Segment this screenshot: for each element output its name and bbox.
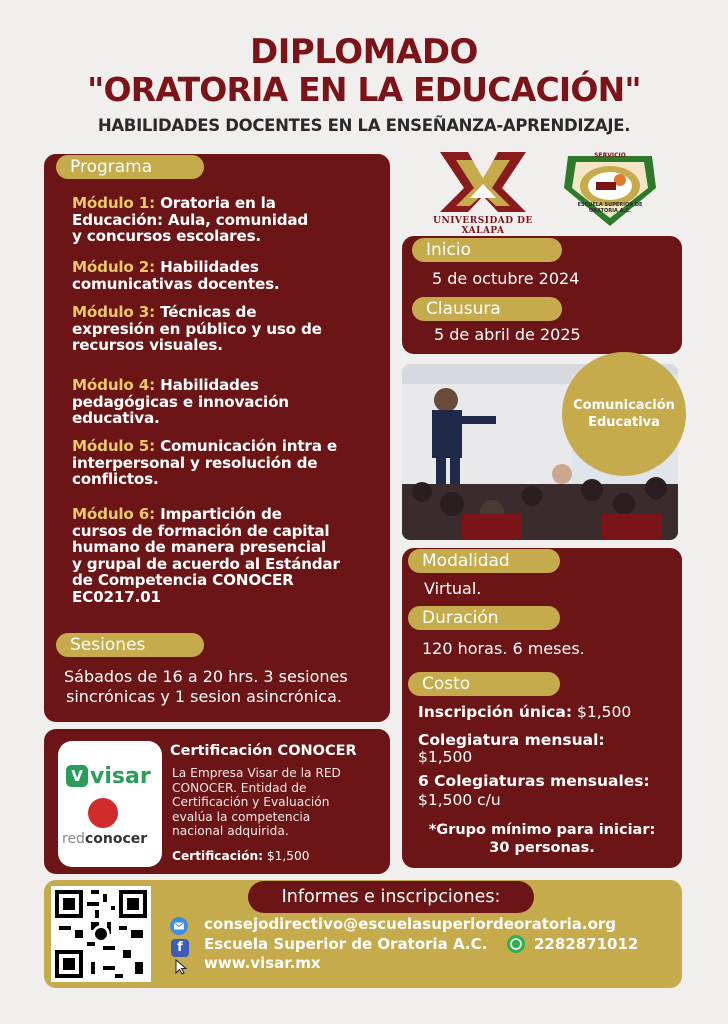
module-6-line: Impartición de <box>160 505 282 523</box>
title-line-1: DIPLOMADO <box>250 32 478 72</box>
badge-line-2: Educativa <box>588 415 660 430</box>
module-6-line: y grupal de acuerdo al Estándar <box>72 554 340 573</box>
escuela-top-text: SERVICIO <box>594 152 626 159</box>
escuela-emblem-icon <box>558 148 662 230</box>
grupo-note-2: 30 personas. <box>489 840 595 856</box>
module-2-line: Habilidades <box>160 258 259 276</box>
cursor-icon <box>172 958 190 976</box>
visar-conocer-logo <box>58 741 162 867</box>
module-6 <box>72 506 340 605</box>
module-1-line: y concursos escolares. <box>72 227 261 245</box>
module-6-key: Módulo 6: <box>72 505 155 523</box>
duracion-value: 120 horas. 6 meses. <box>422 639 585 658</box>
modalidad-label: Modalidad <box>408 549 560 573</box>
colegiatura-label: Colegiatura mensual: <box>418 731 605 749</box>
seis-value: $1,500 c/u <box>418 791 501 809</box>
universidad-name: UNIVERSIDAD DE XALAPA <box>433 216 533 236</box>
module-5-line: interpersonal y resolución de <box>72 453 318 472</box>
comunicacion-badge <box>562 352 686 476</box>
colegiatura-value: $1,500 <box>418 748 473 766</box>
module-2-key: Módulo 2: <box>72 258 155 276</box>
module-5-key: Módulo 5: <box>72 437 155 455</box>
conocer-text: conocer <box>84 831 148 847</box>
certificacion-text <box>172 766 341 839</box>
sesiones-line-2: sincrónicas y 1 sesion asincrónica. <box>66 687 342 706</box>
facebook-link[interactable]: Escuela Superior de Oratoria A.C. <box>204 935 488 953</box>
inicio-value: 5 de octubre 2024 <box>432 269 580 288</box>
inscripcion-value: $1,500 <box>577 703 632 721</box>
inscripcion-label: Inscripción única: <box>418 703 573 721</box>
certificacion-title: Certificación CONOCER <box>170 743 357 759</box>
subtitle: HABILIDADES DOCENTES EN LA ENSEÑANZA-APRENDIZAJE. <box>97 116 631 135</box>
module-3-line: expresión en público y uso de <box>72 319 322 338</box>
informes-title: Informes e inscripciones: <box>248 881 534 913</box>
costo-label: Costo <box>408 672 560 696</box>
badge-line-1: Comunicación <box>573 398 675 413</box>
module-3 <box>72 304 322 354</box>
duracion-label: Duración <box>408 606 560 630</box>
module-3-line: Técnicas de <box>160 303 257 321</box>
certificacion-line: CONOCER. Entidad de <box>172 780 307 795</box>
module-6-line: cursos de formación de capital <box>72 521 330 540</box>
seis-label: 6 Colegiaturas mensuales: <box>418 772 650 790</box>
module-6-line: de Competencia CONOCER <box>72 571 294 589</box>
facebook-icon: f <box>171 939 189 957</box>
module-1-line: Oratoria en la <box>160 194 276 212</box>
module-4-line: Habilidades <box>160 376 259 394</box>
certificacion-price <box>172 849 310 863</box>
escuela-oratoria-logo <box>558 148 662 230</box>
web-link[interactable]: www.visar.mx <box>204 954 321 972</box>
module-4-line: pedagógicas e innovación <box>72 392 289 411</box>
module-6-line: humano de manera presencial <box>72 538 326 556</box>
title-line-2: "ORATORIA EN LA EDUCACIÓN" <box>87 70 641 109</box>
conocer-icon <box>88 798 118 828</box>
certificacion-line: La Empresa Visar de la RED <box>172 766 341 780</box>
module-4 <box>72 377 289 427</box>
sesiones-label: Sesiones <box>56 633 204 657</box>
certificacion-line: nacional adquirida. <box>172 824 289 838</box>
red-text: red <box>62 831 85 847</box>
module-3-key: Módulo 3: <box>72 303 155 321</box>
module-5-line: conflictos. <box>72 470 159 488</box>
qr-code[interactable] <box>51 886 151 982</box>
certificacion-line: Certificación y Evaluación <box>172 795 330 809</box>
certificacion-price-label: Certificación: <box>172 849 264 863</box>
inscripcion-row <box>418 703 631 721</box>
module-4-line: educativa. <box>72 409 160 427</box>
visar-v-icon: V <box>66 765 88 787</box>
programa-label: Programa <box>56 155 204 179</box>
email-icon <box>170 917 188 935</box>
grupo-note-1: *Grupo mínimo para iniciar: <box>428 822 656 838</box>
conocer-wordmark <box>62 831 147 847</box>
module-1-line: Educación: Aula, comunidad <box>72 210 309 229</box>
modalidad-value: Virtual. <box>424 579 482 598</box>
module-5 <box>72 438 337 488</box>
module-3-line: recursos visuales. <box>72 336 223 354</box>
module-5-line: Comunicación intra e <box>160 437 337 455</box>
module-2-line: comunicativas docentes. <box>72 274 280 293</box>
whatsapp-icon <box>507 935 525 953</box>
visar-wordmark: visar <box>90 764 151 789</box>
module-2 <box>72 259 279 292</box>
module-4-key: Módulo 4: <box>72 376 155 394</box>
module-1-key: Módulo 1: <box>72 194 155 212</box>
clausura-value: 5 de abril de 2025 <box>434 325 581 344</box>
escuela-ring-text: ESCUELA SUPERIOR DE ORATORIA A.C. <box>577 202 643 214</box>
module-6-line: EC0217.01 <box>72 587 161 606</box>
universidad-xalapa-logo <box>410 150 556 236</box>
inicio-label: Inicio <box>412 238 562 262</box>
phone-link[interactable]: 2282871012 <box>534 935 639 953</box>
clausura-label: Clausura <box>412 297 562 321</box>
certificacion-price-value: $1,500 <box>266 849 310 863</box>
sesiones-line-1: Sábados de 16 a 20 hrs. 3 sesiones <box>64 667 348 686</box>
module-1 <box>72 195 308 245</box>
certificacion-line: evalúa la competencia <box>172 809 311 824</box>
email-link[interactable]: consejodirectivo@escuelasuperiordeoratoria.org <box>204 915 617 933</box>
